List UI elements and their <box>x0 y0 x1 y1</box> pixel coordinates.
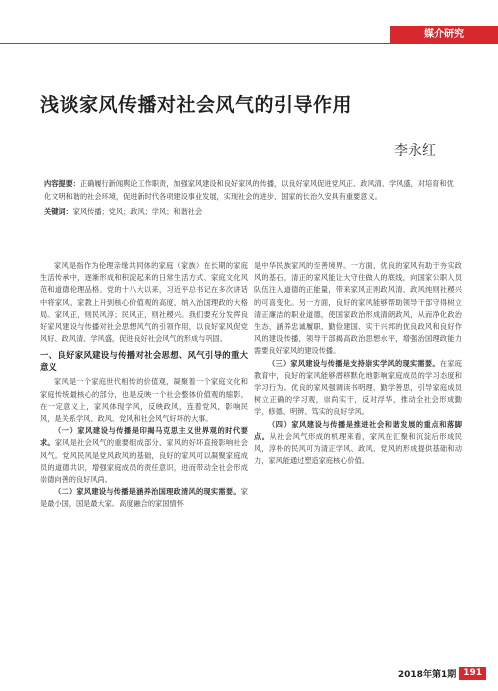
page-footer <box>398 667 486 680</box>
keywords <box>44 206 456 219</box>
subheading-3: （三）家风建设与传播是支持崇实学风的现实需要。 <box>268 358 440 368</box>
subheading-4: （四）家风建设与传播是推进社会和谐发展的重点和落脚点。 <box>254 419 462 441</box>
right-paragraph-2 <box>254 358 462 419</box>
left-paragraph-2: 家风是一个家庭世代相传的价值观，凝聚着一个家庭文化和家庭传统最核心的部分，也是反映一个社会整体价值观的缩影，在一定意义上，家风体现学风，反映政风，连着党风，影响民风，是关系学风、政风、党风和社会风气好坏的大事。 <box>40 377 248 424</box>
left-paragraph-1: 家风是指作为伦理亲缘共同体的家庭（家族）在长期的家庭生活传承中，逐渐形成和积淀起来的日常生活方式、家庭文化风范和道德伦理品格。党的十八大以来，习近平总书记在多次讲话中将家风、家教上升到核心价值观的高度，纳入治国理政的大格局。家风正，则民风淳；民风正，则社稷兴。我们要充分发挥良好家风建设与传播对社会思想风气的引领作用，以良好家风促党风好、政风清、学风盛，促进良好社会风气的形成与巩固。 <box>40 261 248 344</box>
page-number: 191 <box>459 667 486 680</box>
header-rule <box>0 43 498 44</box>
section-badge: 媒介研究 <box>390 26 498 44</box>
left-paragraph-4 <box>40 486 248 510</box>
keywords-label: 关键词： <box>44 207 73 216</box>
abstract <box>44 178 456 203</box>
right-paragraph-3 <box>254 419 462 468</box>
article-title: 浅谈家风传播对社会风气的引导作用 <box>40 94 353 116</box>
subheading-1: （一）家风建设与传播是印揭马克思主义世界观的时代要求。 <box>40 426 248 448</box>
left-paragraph-3-text: 家风是社会风气的重要组成部分，家风的好坏直接影响社会风气。党风民风是党风政风的基础，良好的家风可以凝聚家庭成员的道德共识，增强家庭成员的责任意识，进而带动全社会形成崇德向善的良好风尚。 <box>40 438 248 485</box>
article-author: 李永红 <box>394 143 436 159</box>
abstract-text: 正确履行新闻舆论工作职责，加强家风建设和良好家风的传播，以良好家风促进党风正、政风清、学风盛，对培育和优化文明和谐的社会环境，促进新时代各项建设事业发展，实现社会的进步、国家的长治久安具有重要意义。 <box>44 179 454 201</box>
subheading-2: （二）家风建设与传播是涵养治国理政清风的现实需要。 <box>54 487 241 497</box>
left-paragraph-3 <box>40 425 248 486</box>
right-paragraph-2-text: 在家庭教育中，良好的家风能够潜移默化地影响家庭成员的学习态度和学习行为。优良的家风强调读书明理、勤学善思，引导家庭成员树立正确的学习观，崇尚实干，反对浮华，推动全社会形成勤学、修德、明辨、笃实的良好学风。 <box>254 358 462 417</box>
abstract-block <box>44 178 456 219</box>
keywords-text: 家风传播；党风；政风；学风；和谐社会 <box>72 207 203 216</box>
left-column <box>40 260 248 511</box>
left-paragraph-4-text: 家是最小国，国是最大家。高度融合的家国情怀 <box>40 487 248 509</box>
section-heading-1: 一、良好家风建设与传播对社会思想、风气引导的重大意义 <box>40 350 248 373</box>
right-column <box>254 260 462 467</box>
right-paragraph-3-text: 从社会风气形成的机理来看，家风在汇聚和沉淀后形成民风，淳朴的民风可为清正学风、政风、党风的形成提供基础和动力，家风能通过塑造家庭核心价值。 <box>254 431 462 466</box>
abstract-label: 内容提要： <box>44 179 80 188</box>
issue-label: 2018年第1期 <box>397 670 457 680</box>
right-paragraph-1: 是中华民族家风的至善境界。一方面，优良的家风有助于夯实政风的基石，清正的家风能让大守住做人的底线，向国家公职人员队伍注入道德的正能量，带来家风正则政风清、政风纯则社稷兴的可喜变化。另一方面，良好的家风能够帮助领导干部守得树立清正廉洁的职业道德，使国家政治形成清朗政风，从而净化政治生态，涵养忠诚履职、勤俭建国、实干兴邦的优良政风和良好作风的建设传播，领导干部揭高政治思想水平，增强治国理政能力需要良好家风的建设传播。 <box>254 261 462 356</box>
